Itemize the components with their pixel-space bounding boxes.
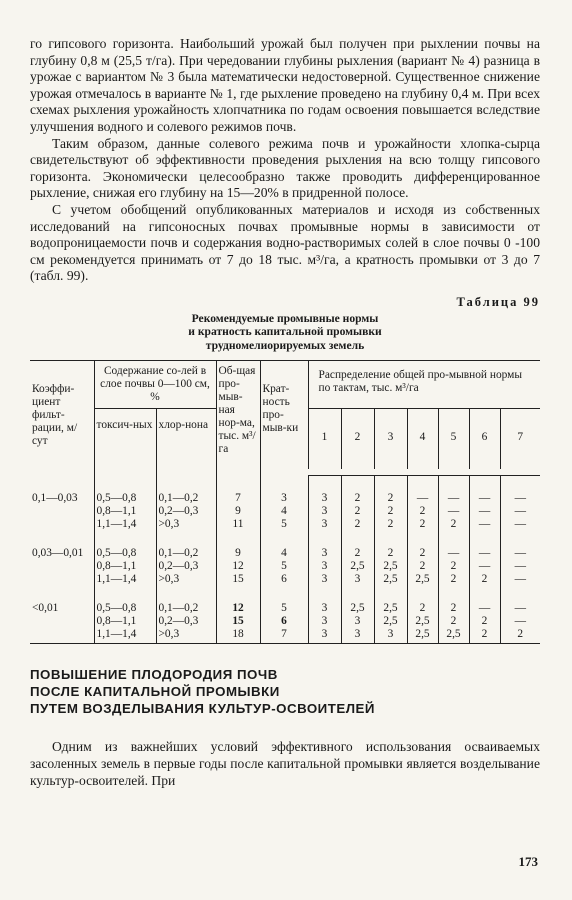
chlor-cell: 0,1—0,2	[156, 586, 216, 615]
mult-cell: 7	[260, 628, 308, 644]
total-cell: 9	[216, 531, 260, 560]
mult-cell: 4	[260, 505, 308, 518]
table-row	[30, 573, 540, 586]
table-row	[30, 476, 540, 506]
tact-cell: —	[500, 586, 540, 615]
toxic-cell: 1,1—1,4	[94, 518, 156, 531]
section-heading-line: ПУТЕМ ВОЗДЕЛЫВАНИЯ КУЛЬТУР-ОСВОИТЕЛЕЙ	[30, 701, 375, 717]
mult-cell: 4	[260, 531, 308, 560]
table-row	[30, 586, 540, 615]
tact-cell: 2,5	[341, 560, 374, 573]
toxic-cell: 1,1—1,4	[94, 628, 156, 644]
tact-cell: 2	[407, 518, 438, 531]
header-tact-3: 3	[374, 409, 407, 470]
tact-cell: 3	[308, 586, 341, 615]
tact-cell: 3	[374, 628, 407, 644]
tact-cell: —	[500, 531, 540, 560]
total-cell: 15	[216, 615, 260, 628]
tact-cell: 3	[308, 615, 341, 628]
header-tact-5: 5	[438, 409, 469, 470]
tact-cell: —	[500, 505, 540, 518]
tact-cell: 2	[341, 476, 374, 506]
tact-cell: 3	[341, 628, 374, 644]
tact-cell: 2,5	[407, 615, 438, 628]
toxic-cell: 0,8—1,1	[94, 615, 156, 628]
tact-cell: 2	[341, 531, 374, 560]
coef-cell-empty	[30, 628, 94, 644]
coef-cell: <0,01	[32, 602, 59, 615]
tact-cell: 2,5	[374, 560, 407, 573]
tact-cell: 2	[438, 573, 469, 586]
tact-cell: 2,5	[374, 586, 407, 615]
tact-cell: 2,5	[407, 573, 438, 586]
tact-cell: —	[500, 518, 540, 531]
tact-cell: 2	[407, 586, 438, 615]
chlor-cell: 0,2—0,3	[156, 560, 216, 573]
chlor-cell: >0,3	[156, 573, 216, 586]
page-number: 173	[518, 854, 538, 869]
chlor-cell: >0,3	[156, 628, 216, 644]
header-tact-4: 4	[407, 409, 438, 470]
table-title-line: трудномелиорируемых земель	[205, 338, 365, 352]
total-cell: 7	[216, 476, 260, 506]
table-body	[30, 476, 540, 644]
tact-cell: 3	[308, 560, 341, 573]
tact-cell: —	[469, 505, 500, 518]
tact-cell: —	[438, 505, 469, 518]
total-cell: 12	[216, 586, 260, 615]
table-label: Таблица 99	[456, 294, 540, 309]
coef-cell-empty	[30, 505, 94, 518]
closing-paragraph: Одним из важнейших условий эффективного использования осваиваемых засоленных земель в первые годы после капитальной промывки является возделывание культур-освоителей. При	[30, 739, 540, 788]
tact-cell: 2,5	[438, 628, 469, 644]
coef-cell-empty	[30, 615, 94, 628]
table-title-line: и кратность капитальной промывки	[188, 325, 382, 339]
tact-cell: —	[500, 573, 540, 586]
tact-cell: 2	[374, 518, 407, 531]
mult-cell: 5	[260, 586, 308, 615]
tact-cell: 2	[374, 476, 407, 506]
tact-cell: —	[438, 476, 469, 506]
mult-cell: 6	[260, 573, 308, 586]
paragraph-3: С учетом обобщений опубликованных материалов и исходя из собственных исследований на гипсоносных почвах промывные нормы в зависимости от водопроницаемости почв и содержания водно-растворимых солей в слое почвы 0 -100 см рекомендуется принимать от 7 до 18 тыс. м³/га, а кратность промывки от 3 до 7 (табл. 99).	[30, 201, 540, 284]
table-title	[30, 312, 540, 353]
header-salt: Содержание со-лей в слое почвы 0—100 см, %	[94, 361, 216, 409]
mult-cell: 5	[260, 518, 308, 531]
total-cell: 15	[216, 573, 260, 586]
header-dist: Распределение общей про-мывной нормы по тактам, тыс. м³/га	[308, 361, 540, 409]
table-head	[30, 361, 540, 476]
total-cell: 11	[216, 518, 260, 531]
chlor-cell: 0,2—0,3	[156, 505, 216, 518]
toxic-cell: 0,8—1,1	[94, 560, 156, 573]
tact-cell: 3	[308, 518, 341, 531]
paragraph-2: Таким образом, данные солевого режима почв и урожайности хлопка-сырца свидетельствуют об эффективности проведения рыхления на всю толщу гипсового горизонта. Экономически целесообразно также проводить дифференцированное рыхление, снижая его глубину на 15—20% в придренной полосе.	[30, 135, 540, 201]
toxic-cell: 0,5—0,8	[94, 531, 156, 560]
section-heading	[30, 666, 540, 717]
coef-cell: 0,1—0,03	[32, 491, 78, 504]
header-mult: Крат-ность про-мыв-ки	[260, 361, 308, 476]
coef-cell-empty	[30, 573, 94, 586]
tact-cell: 2	[438, 586, 469, 615]
tact-cell: 2	[407, 531, 438, 560]
table-row	[30, 518, 540, 531]
tact-cell: 2	[407, 560, 438, 573]
toxic-cell: 1,1—1,4	[94, 573, 156, 586]
tact-cell: —	[500, 615, 540, 628]
table-row	[30, 505, 540, 518]
header-tact-7: 7	[500, 409, 540, 470]
tact-cell: 3	[308, 505, 341, 518]
tact-cell: —	[500, 560, 540, 573]
tact-cell: 3	[308, 476, 341, 506]
tact-cell: 2	[438, 518, 469, 531]
header-tact-1: 1	[308, 409, 341, 470]
mult-cell: 3	[260, 476, 308, 506]
tact-cell: 2	[374, 531, 407, 560]
tact-cell: —	[407, 476, 438, 506]
tact-cell: 2	[407, 505, 438, 518]
tact-cell: 3	[308, 573, 341, 586]
header-toxic: токсич-ных	[94, 409, 156, 476]
coef-cell-empty	[30, 518, 94, 531]
data-table	[30, 360, 540, 644]
chlor-cell: 0,2—0,3	[156, 615, 216, 628]
tact-cell: 2	[469, 615, 500, 628]
tact-cell: 2	[341, 518, 374, 531]
table-row	[30, 628, 540, 644]
tact-cell: 3	[308, 531, 341, 560]
chlor-cell: 0,1—0,2	[156, 476, 216, 506]
header-tact-2: 2	[341, 409, 374, 470]
tact-cell: 2	[438, 560, 469, 573]
paragraph-1: го гипсового горизонта. Наибольший урожай был получен при рыхлении почвы на глубину 0,8 м (25,5 т/га). При чередовании глубины рыхления (вариант № 4) разница в урожае с вариантом № 3 была математически недостоверной. Существенное снижение урожая отмечалось в варианте № 1, где рыхление проведено на глубину 0,4 м. При всех схемах рыхления урожайность хлопчатника по годам освоения повышается вследствие улучшения водного и солевого режимов почв.	[30, 36, 540, 134]
tact-cell: —	[469, 586, 500, 615]
tact-cell: —	[500, 476, 540, 506]
total-cell: 9	[216, 505, 260, 518]
tact-cell: 2,5	[374, 573, 407, 586]
table-title-line: Рекомендуемые промывные нормы	[191, 311, 379, 325]
tact-cell: 2,5	[374, 615, 407, 628]
chlor-cell: 0,1—0,2	[156, 531, 216, 560]
header-total: Об-щая про-мыв-ная нор-ма, тыс. м³/га	[216, 361, 260, 476]
header-coef: Коэффи-циент фильт-рации, м/сут	[30, 361, 94, 476]
tact-cell: 3	[341, 573, 374, 586]
chlor-cell: >0,3	[156, 518, 216, 531]
tact-cell: 3	[308, 628, 341, 644]
table-row	[30, 560, 540, 573]
toxic-cell: 0,8—1,1	[94, 505, 156, 518]
tact-cell: 2	[469, 573, 500, 586]
mult-cell: 6	[260, 615, 308, 628]
total-cell: 12	[216, 560, 260, 573]
toxic-cell: 0,5—0,8	[94, 586, 156, 615]
tact-cell: 2,5	[341, 586, 374, 615]
total-cell: 18	[216, 628, 260, 644]
coef-cell: 0,03—0,01	[32, 547, 84, 560]
header-chlorine: хлор-нона	[156, 409, 216, 476]
section-heading-line: ПОСЛЕ КАПИТАЛЬНОЙ ПРОМЫВКИ	[30, 684, 280, 700]
mult-cell: 5	[260, 560, 308, 573]
table-row	[30, 615, 540, 628]
tact-cell: —	[469, 476, 500, 506]
section-heading-line: ПОВЫШЕНИЕ ПЛОДОРОДИЯ ПОЧВ	[30, 667, 278, 683]
header-tact-6: 6	[469, 409, 500, 470]
tact-cell: 2	[500, 628, 540, 644]
tact-cell: 2	[469, 628, 500, 644]
tact-cell: 2	[341, 505, 374, 518]
table-row	[30, 531, 540, 560]
page	[30, 36, 540, 789]
tact-cell: 2,5	[407, 628, 438, 644]
toxic-cell: 0,5—0,8	[94, 476, 156, 506]
tact-cell: 3	[341, 615, 374, 628]
coef-cell-empty	[30, 560, 94, 573]
tact-cell: 2	[438, 615, 469, 628]
tact-cell: —	[469, 518, 500, 531]
tact-cell: —	[438, 531, 469, 560]
tact-cell: —	[469, 560, 500, 573]
tact-cell: 2	[374, 505, 407, 518]
tact-cell: —	[469, 531, 500, 560]
